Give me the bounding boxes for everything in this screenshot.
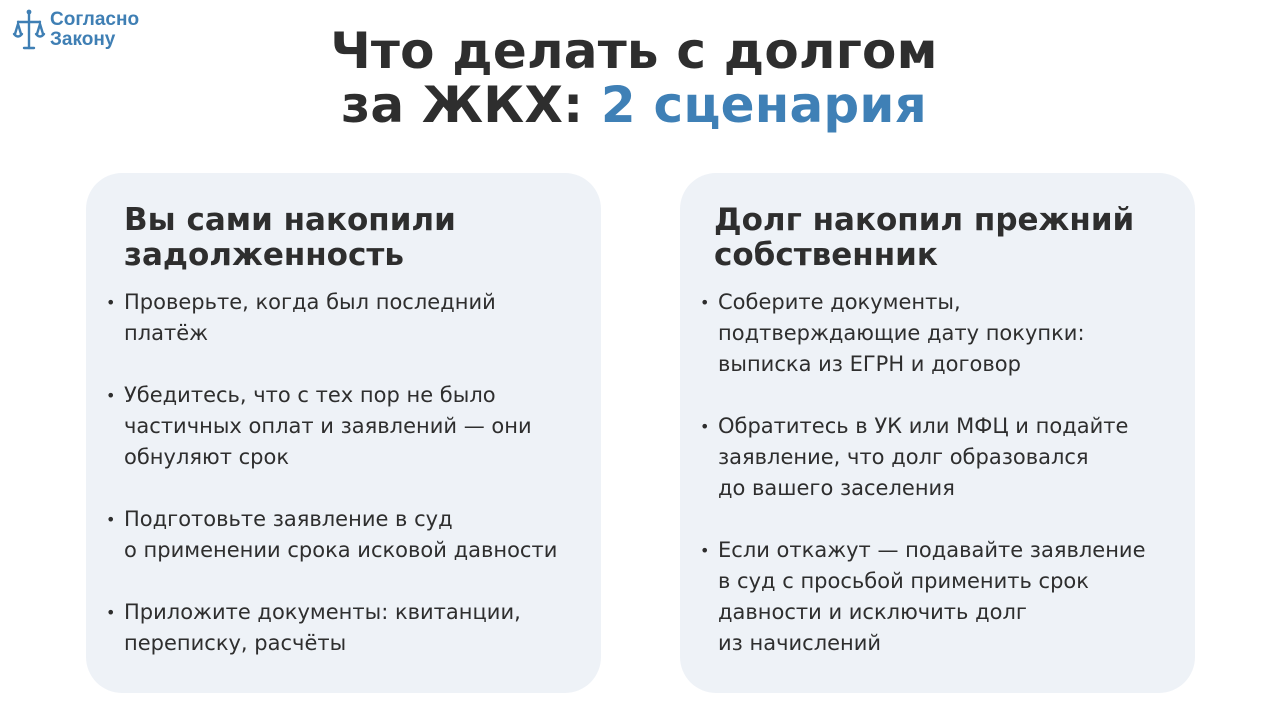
title-line-1: Что делать с долгом xyxy=(330,22,938,80)
list-item: • Обратитесь в УК или МФЦ и подайте заявление, что долг образовался до вашего заселения xyxy=(700,411,1180,504)
card-title: Вы сами накопили задолженность xyxy=(124,202,456,273)
card-title: Долг накопил прежний собственник xyxy=(714,202,1135,273)
list-item: • Проверьте, когда был последний платёж xyxy=(106,287,586,349)
steps-list xyxy=(106,287,586,690)
scenario-card-self-debt xyxy=(86,173,601,693)
list-item: • Если откажут — подавайте заявление в суд с просьбой применить срок давности и исключить долг из начислений xyxy=(700,535,1180,659)
list-item: • Приложите документы: квитанции, переписку, расчёты xyxy=(106,597,586,659)
scenario-card-previous-owner xyxy=(680,173,1195,693)
steps-list xyxy=(700,287,1180,690)
page-title xyxy=(0,24,1268,132)
logo-line-1: Согласно xyxy=(50,9,140,30)
list-item: • Подготовьте заявление в суд о применении срока исковой давности xyxy=(106,504,586,566)
logo-line-2: Закону xyxy=(50,29,116,50)
title-line-2-prefix: за ЖКХ: xyxy=(341,76,601,134)
title-line-2-accent: 2 сценария xyxy=(600,76,927,134)
list-item: • Соберите документы, подтверждающие дату покупки: выписка из ЕГРН и договор xyxy=(700,287,1180,380)
list-item: • Убедитесь, что с тех пор не было частичных оплат и заявлений — они обнуляют срок xyxy=(106,380,586,473)
